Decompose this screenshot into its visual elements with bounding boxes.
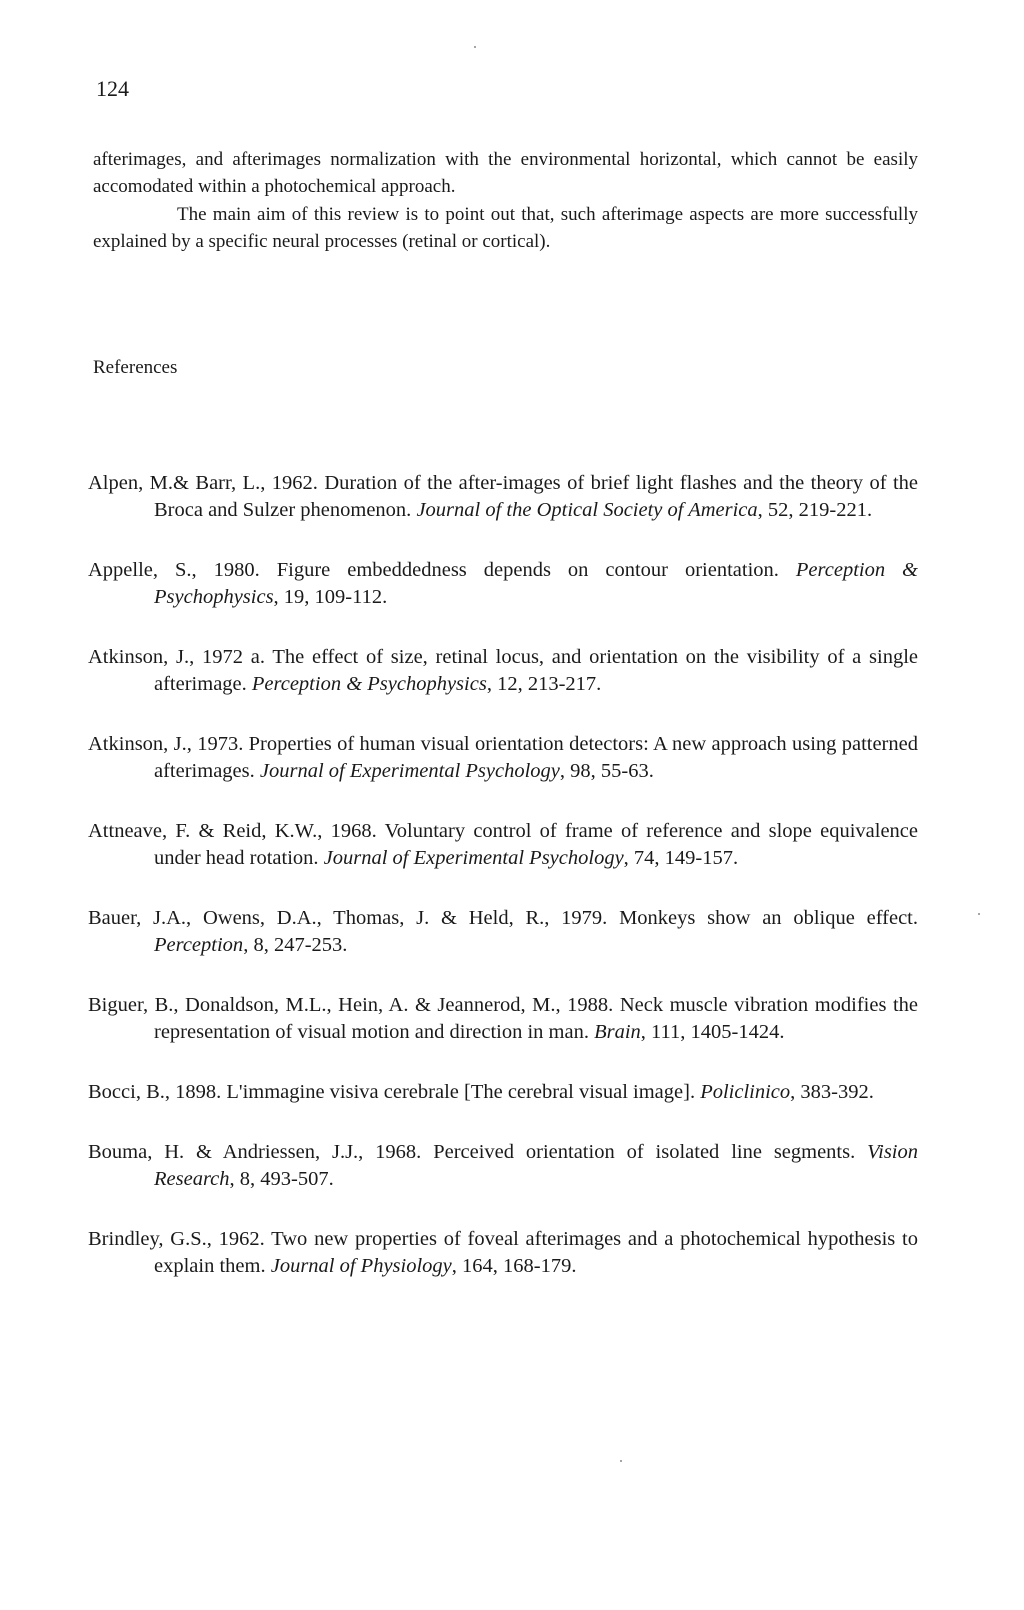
page-number: 124 (96, 76, 129, 101)
reference-details: , 8, 247-253. (243, 934, 348, 956)
reference-journal: Journal of the Optical Society of America (416, 499, 758, 521)
references-heading: References (93, 357, 178, 378)
reference-journal: Perception & Psychophysics (251, 673, 487, 695)
reference-authors: Bocci, B., 1898. L'immagine visiva cerebrale [The cerebral visual image]. (88, 1081, 701, 1103)
scan-speck (474, 46, 476, 48)
reference-details: , 8, 493-507. (229, 1168, 334, 1190)
reference-item (88, 557, 918, 611)
reference-authors: Brindley, G.S., 1962. Two new properties of foveal afterimages and a photochemical hypothesis to explain them. (88, 1228, 918, 1277)
reference-item (88, 1139, 918, 1193)
reference-journal: Vision Research (154, 1141, 918, 1190)
reference-item (88, 818, 918, 872)
reference-item (88, 731, 918, 785)
reference-details: , 19, 109-112. (273, 586, 388, 608)
reference-item (88, 1079, 918, 1106)
scan-speck (978, 913, 980, 915)
reference-journal: Journal of Physiology (270, 1255, 452, 1277)
reference-item (88, 470, 918, 524)
reference-details: , 52, 219-221. (757, 499, 873, 521)
reference-item (88, 644, 918, 698)
reference-item (88, 905, 918, 959)
reference-item (88, 992, 918, 1046)
reference-authors: Attneave, F. & Reid, K.W., 1968. Voluntary control of frame of reference and slope equivalence under head rotation. (88, 820, 918, 869)
reference-authors: Bouma, H. & Andriessen, J.J., 1968. Perceived orientation of isolated line segments. (88, 1141, 868, 1163)
reference-journal: Perception & Psychophysics (154, 559, 919, 608)
reference-details: , 12, 213-217. (486, 673, 602, 695)
body-text (93, 146, 918, 255)
reference-details: , 164, 168-179. (451, 1255, 577, 1277)
reference-details: , 383-392. (790, 1081, 874, 1103)
paragraph-continuation: afterimages, and afterimages normalization with the environmental horizontal, which cannot be easily accomodated within a photochemical approach. (93, 149, 918, 197)
reference-authors: Alpen, M.& Barr, L., 1962. Duration of the after-images of brief light flashes and the theory of the Broca and Sulzer phenomenon. (88, 472, 918, 521)
reference-details: , 74, 149-157. (623, 847, 739, 869)
reference-authors: Appelle, S., 1980. Figure embeddedness depends on contour orientation. (88, 559, 796, 581)
reference-journal: Perception (154, 934, 244, 956)
reference-authors: Atkinson, J., 1973. Properties of human visual orientation detectors: A new approach using patterned afterimages. (88, 733, 918, 782)
paragraph-main-aim: The main aim of this review is to point out that, such afterimage aspects are more successfully explained by a specific neural processes (retinal or cortical). (93, 204, 918, 252)
reference-authors: Atkinson, J., 1972 a. The effect of size, retinal locus, and orientation on the visibility of a single afterimage. (88, 646, 918, 695)
reference-journal: Brain (594, 1021, 641, 1043)
reference-details: , 98, 55-63. (559, 760, 654, 782)
reference-journal: Journal of Experimental Psychology (323, 847, 624, 869)
reference-journal: Policlinico (700, 1081, 791, 1103)
reference-list (88, 470, 918, 1313)
reference-authors: Biguer, B., Donaldson, M.L., Hein, A. & Jeannerod, M., 1988. Neck muscle vibration modifies the representation of visual motion and direction in man. (88, 994, 918, 1043)
reference-journal: Journal of Experimental Psychology (259, 760, 560, 782)
scan-speck (620, 1460, 622, 1462)
reference-details: , 111, 1405-1424. (640, 1021, 785, 1043)
reference-item (88, 1226, 918, 1280)
reference-authors: Bauer, J.A., Owens, D.A., Thomas, J. & Held, R., 1979. Monkeys show an oblique effect. (88, 907, 918, 929)
